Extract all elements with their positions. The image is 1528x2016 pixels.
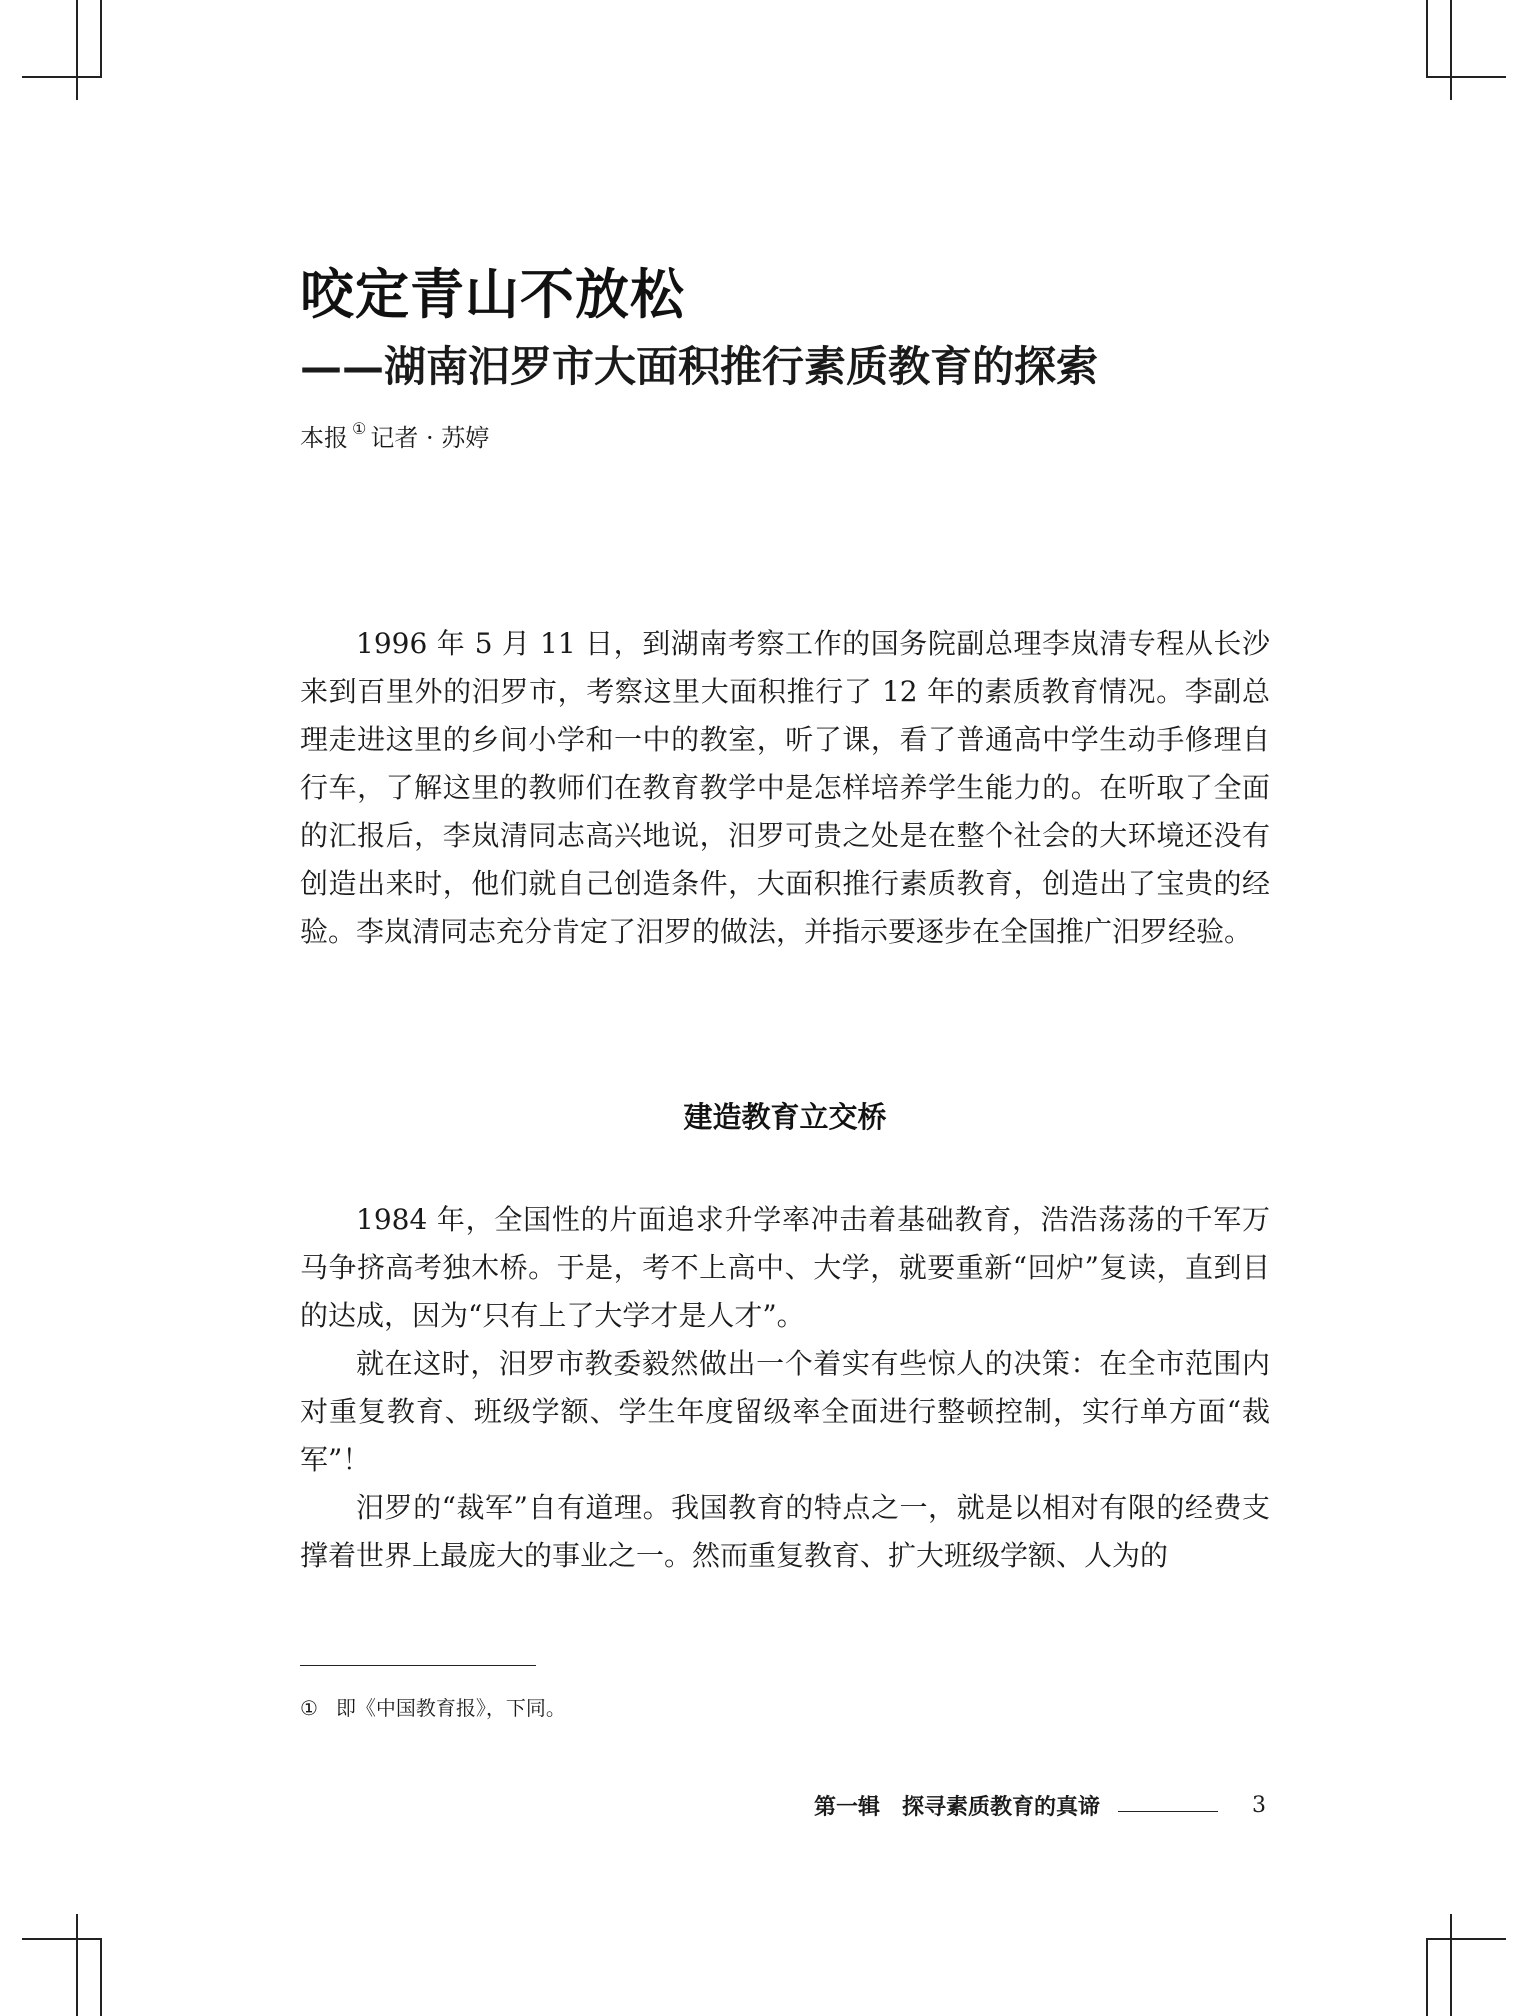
paragraph: 1984 年，全国性的片面追求升学率冲击着基础教育，浩浩荡荡的千军万马争挤高考独木桥。于是，考不上高中、大学，就要重新“回炉”复读，直到目的达成，因为“只有上了大学才是人才”。 [300, 1203, 1270, 1332]
article-title: 咬定青山不放松 [300, 263, 685, 326]
page-number: 3 [1252, 1793, 1266, 1818]
byline [300, 418, 489, 453]
footer-rule [1118, 1811, 1218, 1812]
article-subtitle: ——湖南汨罗市大面积推行素质教育的探索 [300, 342, 1099, 391]
footnote-divider [300, 1665, 536, 1666]
footnote-text: 即《中国教育报》，下同。 [335, 1696, 566, 1720]
paragraph: 1996 年 5 月 11 日，到湖南考察工作的国务院副总理李岚清专程从长沙来到百里外的汨罗市，考察这里大面积推行了 12 年的素质教育情况。李副总理走进这里的乡间小学和一中的教室，听了课，看了普通高中学生动手修理自行车，了解这里的教师们在教育教学中是怎样培养学生能力的。在听取了全面的汇报后，李岚清同志高兴地说，汨罗可贵之处是在整个社会的大环境还没有创造出来时，他们就自己创造条件，大面积推行素质教育，创造出了宝贵的经验。李岚清同志充分肯定了汨罗的做法，并指示要逐步在全国推广汨罗经验。 [300, 627, 1270, 948]
footnote [300, 1692, 566, 1721]
footer-section-title: 第一辑 探寻素质教育的真谛 [813, 1794, 1100, 1820]
byline-reporter: 记者 · 苏婷 [370, 424, 490, 452]
footnote-mark: ① [300, 1696, 318, 1720]
byline-footnote-mark: ① [352, 419, 367, 438]
intro-section [300, 620, 1270, 956]
section-body [300, 1196, 1270, 1580]
running-footer [814, 1790, 1266, 1821]
paragraph: 汨罗的“裁军”自有道理。我国教育的特点之一，就是以相对有限的经费支撑着世界上最庞大的事业之一。然而重复教育、扩大班级学额、人为的 [300, 1491, 1270, 1572]
paragraph: 就在这时，汨罗市教委毅然做出一个着实有些惊人的决策：在全市范围内对重复教育、班级学额、学生年度留级率全面进行整顿控制，实行单方面“裁军”！ [300, 1347, 1270, 1476]
section-heading: 建造教育立交桥 [683, 1100, 887, 1134]
byline-prefix: 本报 [300, 424, 348, 452]
